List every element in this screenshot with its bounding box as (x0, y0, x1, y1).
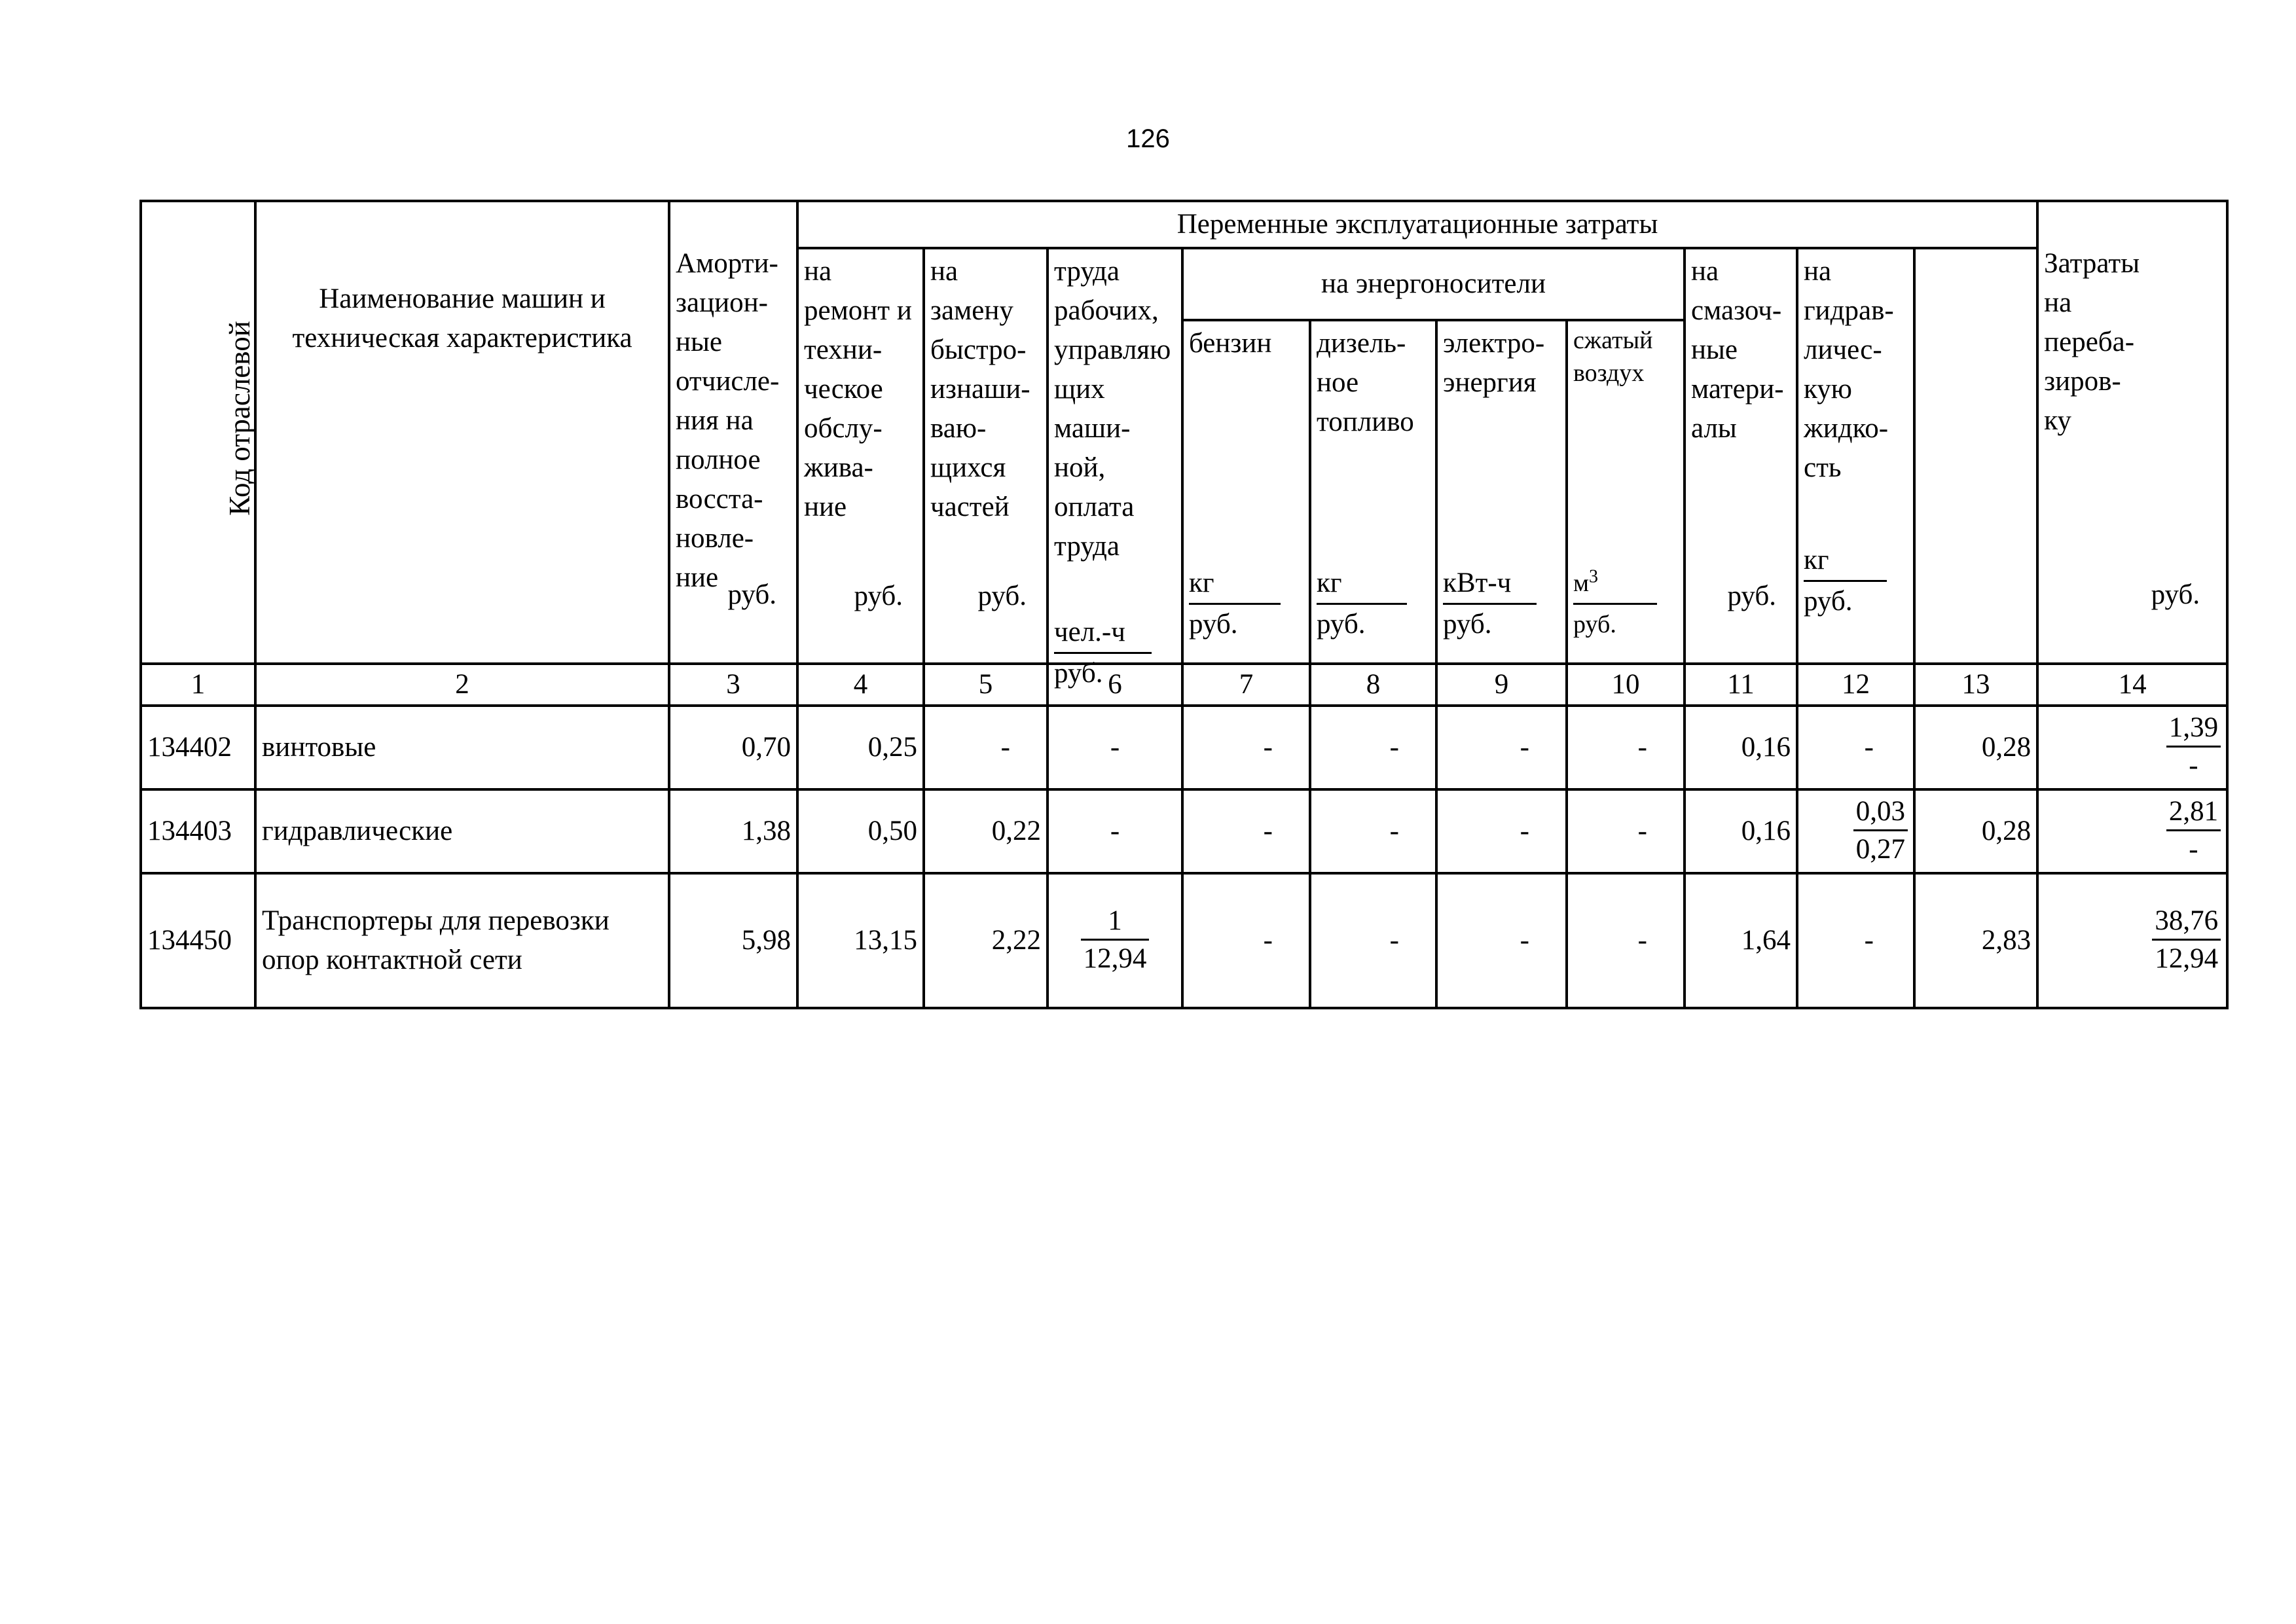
cell: - (1182, 873, 1310, 1008)
header-hydraulic: на гидрав- личес- кую жидко- сть кг руб. (1797, 248, 1914, 664)
cell: 2,22 (924, 873, 1048, 1008)
cell: - (1436, 706, 1567, 789)
header-code: Код отраслевой (141, 201, 255, 664)
row-code: 134450 (141, 873, 255, 1008)
row-code: 134402 (141, 706, 255, 789)
col-num: 14 (2037, 664, 2227, 706)
cell: 0,70 (669, 706, 797, 789)
column-numbers-row (141, 664, 2227, 706)
cell: - (1797, 873, 1914, 1008)
cell: 0,50 (797, 789, 924, 873)
header-petrol: бензин кг руб. (1182, 320, 1310, 664)
header-diesel: дизель- ное топливо кг руб. (1310, 320, 1436, 664)
row-name: Транспортеры для перевозки опор контактной сети (255, 873, 669, 1008)
cell: - (1567, 706, 1685, 789)
col-num: 11 (1685, 664, 1797, 706)
cell: - (1436, 873, 1567, 1008)
cell: - (1310, 706, 1436, 789)
cell: - (1310, 789, 1436, 873)
header-lubricant: на смазоч- ные матери- алы руб. (1685, 248, 1797, 664)
cell: $\frac{2,81}{-}$ (2037, 789, 2227, 873)
col-num: 2 (255, 664, 669, 706)
cell: $\frac{38,76}{12,94}$ (2037, 873, 2227, 1008)
machine-rates-table (139, 200, 2229, 1009)
header-amortization: Аморти- зацион- ные отчисле- ния на полное восста- новле- ние руб. (669, 201, 797, 664)
col-num: 12 (1797, 664, 1914, 706)
cell: 1,38 (669, 789, 797, 873)
header-energy: на энергоносители (1182, 248, 1685, 320)
page-number: 126 (1126, 124, 1170, 153)
col-num: 8 (1310, 664, 1436, 706)
header-labor: труда рабочих, управляю щих маши- ной, оплата труда чел.-ч руб. (1048, 248, 1182, 664)
cell: 13,15 (797, 873, 924, 1008)
col-num: 3 (669, 664, 797, 706)
col-num: 7 (1182, 664, 1310, 706)
cell: $\frac{0,03}{0,27}$ (1797, 789, 1914, 873)
cell: $\frac{1}{12,94}$ (1048, 873, 1182, 1008)
col-num: 9 (1436, 664, 1567, 706)
cell: 5,98 (669, 873, 797, 1008)
row-code: 134403 (141, 789, 255, 873)
cell: - (1797, 706, 1914, 789)
cell: $\frac{1,39}{-}$ (2037, 706, 2227, 789)
header-transport: Затраты на переба- зиров- ку руб. (2037, 201, 2227, 664)
cell: - (1182, 706, 1310, 789)
header-electric: электро- энергия кВт-ч руб. (1436, 320, 1567, 664)
cell: - (1182, 789, 1310, 873)
cell: 0,22 (924, 789, 1048, 873)
header-parts: на замену быстро- изнаши- ваю- щихся частей руб. (924, 248, 1048, 664)
table-row (141, 873, 2227, 1008)
cell: 0,16 (1685, 789, 1797, 873)
cell: - (1310, 873, 1436, 1008)
table-row (141, 789, 2227, 873)
table-row (141, 706, 2227, 789)
row-name: винтовые (255, 706, 669, 789)
cell: - (1048, 789, 1182, 873)
cell: - (1567, 789, 1685, 873)
header-name: Наименование машин и техническая характеристика (255, 201, 669, 664)
col-num: 4 (797, 664, 924, 706)
header-compressed-air: сжатый воздух $м^3$ руб. (1567, 320, 1685, 664)
cell: 0,28 (1914, 789, 2037, 873)
cell: 0,16 (1685, 706, 1797, 789)
col-num: 1 (141, 664, 255, 706)
cell: - (1567, 873, 1685, 1008)
row-name: гидравлические (255, 789, 669, 873)
cell: - (1436, 789, 1567, 873)
header-repair: на ремонт и техни- ческое обслу- жива- ние руб. (797, 248, 924, 664)
cell: - (924, 706, 1048, 789)
cell: 0,28 (1914, 706, 2037, 789)
cell: 0,25 (797, 706, 924, 789)
col-num: 5 (924, 664, 1048, 706)
col-num: 10 (1567, 664, 1685, 706)
header-variable-costs: Переменные эксплуатационные затраты (797, 201, 2037, 248)
col-num: 13 (1914, 664, 2037, 706)
cell: - (1048, 706, 1182, 789)
col-num: 6 (1048, 664, 1182, 706)
cell: 1,64 (1685, 873, 1797, 1008)
cell: 2,83 (1914, 873, 2037, 1008)
